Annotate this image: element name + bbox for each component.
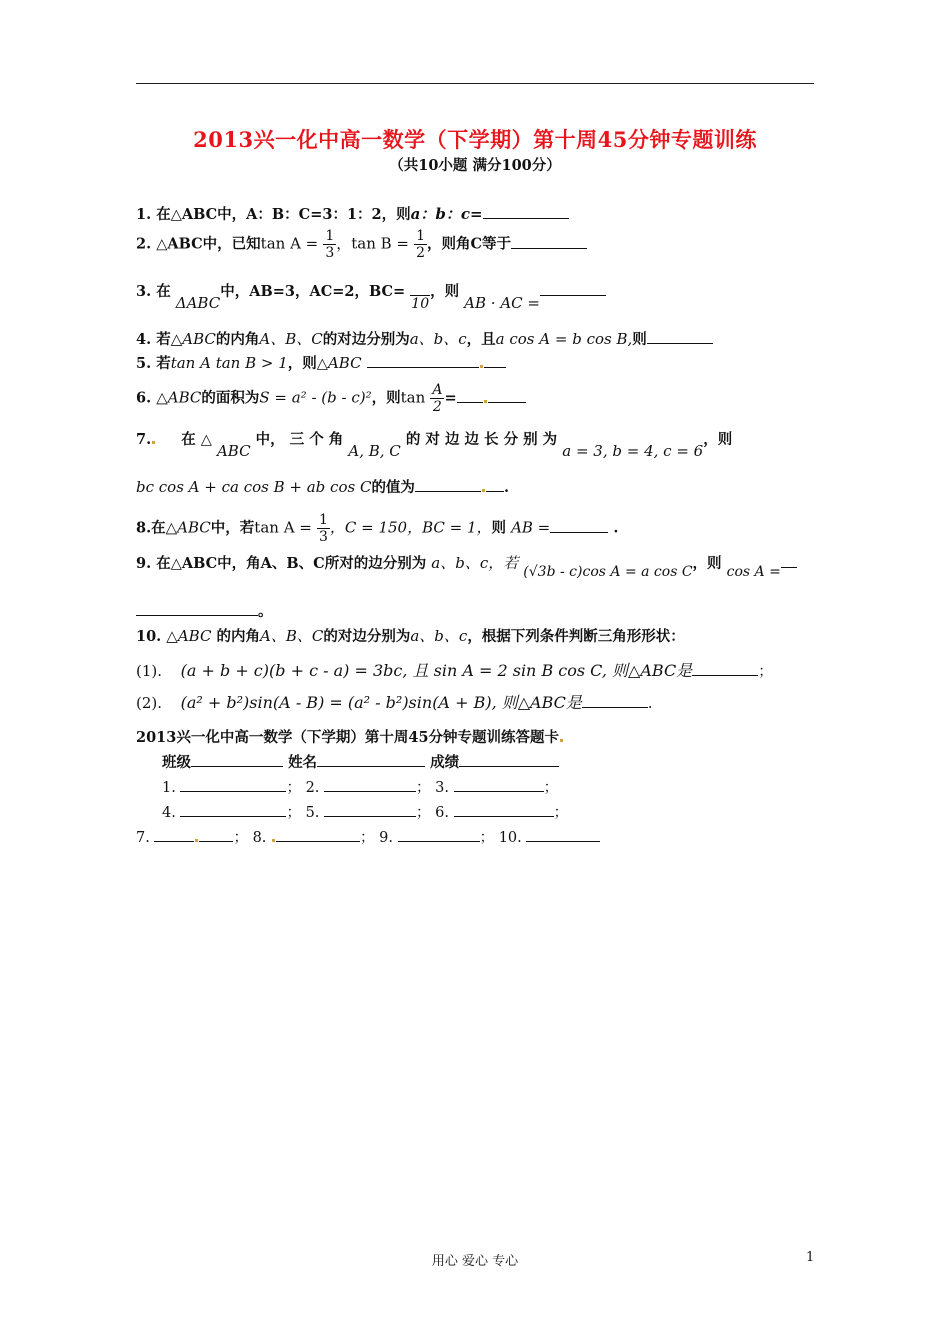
question-7-continued: bc cos A + ca cos B + ab cos C的值为 . (136, 478, 509, 496)
answer-card-blank-3[interactable] (454, 779, 544, 792)
page-footer: 用心 爱心 专心 (431, 1254, 519, 1269)
answer-card-blank-9[interactable] (398, 829, 480, 842)
answer-blank-9[interactable] (136, 603, 258, 616)
answer-blank-3[interactable] (540, 283, 606, 296)
answer-blank-4[interactable] (647, 331, 713, 344)
question-10-part-2: (2). (a² + b²)sin(A - B) = (a² - b²)sin(A + B), 则△ABC是 . (136, 693, 653, 712)
question-9-continued: 。 (136, 600, 273, 621)
question-9: 9. 在△ABC中，角A、B、C所对的边分别为 a、b、c，若 (√3b - c)cos A = a cos C，则 cos A = (136, 552, 797, 573)
answer-blank-7[interactable] (415, 479, 481, 492)
question-8: 8.在△ABC中，若tan A = $\frac{1}{3}$ ，C = 150，BC = 1，则 AB = . (136, 512, 619, 545)
answer-row-2: 4. ； 5. ； 6. ； (162, 805, 569, 821)
answer-blank-10-1[interactable] (692, 663, 758, 676)
fraction-tanB: $\frac{1}{2}$ (416, 228, 425, 261)
question-4: 4. 若△ABC的内角A、B、C的对边分别为a、b、c，且a cos A = b cos B,则 (136, 328, 713, 349)
answer-row-1: 1. ； 2. ； 3. ； (162, 780, 559, 796)
answer-card-blank-8[interactable] (276, 829, 360, 842)
fraction-tanA: $\frac{1}{3}$ (325, 228, 335, 261)
answer-blank-5[interactable] (367, 355, 479, 368)
answer-card-info-row: 班级 姓名 成绩 (162, 751, 559, 772)
question-10: 10. △ABC 的内角A、B、C的对边分别为a、b、c，根据下列条件判断三角形形状： (136, 627, 685, 645)
sqrt-10: 10 (411, 296, 430, 312)
answer-blank-2[interactable] (511, 236, 587, 249)
question-1: 1. 在△ABC中，A：B：C=3：1：2，则a：b：c= (136, 203, 569, 224)
question-3: 3. 在 ΔABC中，AB=3，AC=2，BC= 10，则 AB · AC = (136, 280, 606, 301)
answer-card-blank-10[interactable] (526, 829, 600, 842)
question-7: 7. 在 △ ABC 中， 三 个 角 A, B, C 的 对 边 边 长 分 别 为 a = 3, b = 4, c = 6，则 (136, 431, 733, 460)
answer-card-title: 2013兴一化中高一数学（下学期）第十周45分钟专题训练答题卡 (136, 726, 564, 747)
class-field[interactable] (191, 754, 283, 767)
answer-row-3: 7. ； 8. ； 9. ； 10. (136, 826, 600, 847)
question-2: 2. △ABC中，已知tan A = $\frac{1}{3}$ ，tan B = $\frac{1}{2}$ ，则角C等于 (136, 228, 587, 261)
page-number: 1 (806, 1250, 815, 1265)
answer-blank-10-2[interactable] (582, 695, 648, 708)
question-10-part-1: (1). (a + b + c)(b + c - a) = 3bc, 且 sin A = 2 sin B cos C, 则△ABC是 ； (136, 661, 773, 680)
answer-blank-8[interactable] (550, 520, 608, 533)
answer-card-blank-5[interactable] (324, 804, 416, 817)
answer-card-blank-4[interactable] (180, 804, 286, 817)
answer-card-blank-6[interactable] (454, 804, 554, 817)
answer-blank-1[interactable] (483, 206, 569, 219)
header-rule (136, 83, 814, 84)
page-title: 2013兴一化中高一数学（下学期）第十周45分钟专题训练 (193, 127, 757, 152)
answer-blank-6[interactable] (457, 390, 483, 403)
answer-card-blank-7[interactable] (154, 829, 194, 842)
question-5: 5. 若tan A tan B > 1，则△ABC (136, 352, 506, 373)
question-6: 6. △ABC的面积为S = a² - (b - c)²，则tan $\frac{A}{2}$ = (136, 382, 526, 415)
answer-card-blank-2[interactable] (324, 779, 416, 792)
page-subtitle: （共10小题 满分100分） (389, 157, 561, 174)
answer-card-blank-1[interactable] (180, 779, 286, 792)
name-field[interactable] (317, 754, 425, 767)
fraction-one-third: $\frac{1}{3}$ (318, 512, 328, 545)
score-field[interactable] (459, 754, 559, 767)
fraction-half-A: $\frac{A}{2}$ (432, 382, 443, 415)
